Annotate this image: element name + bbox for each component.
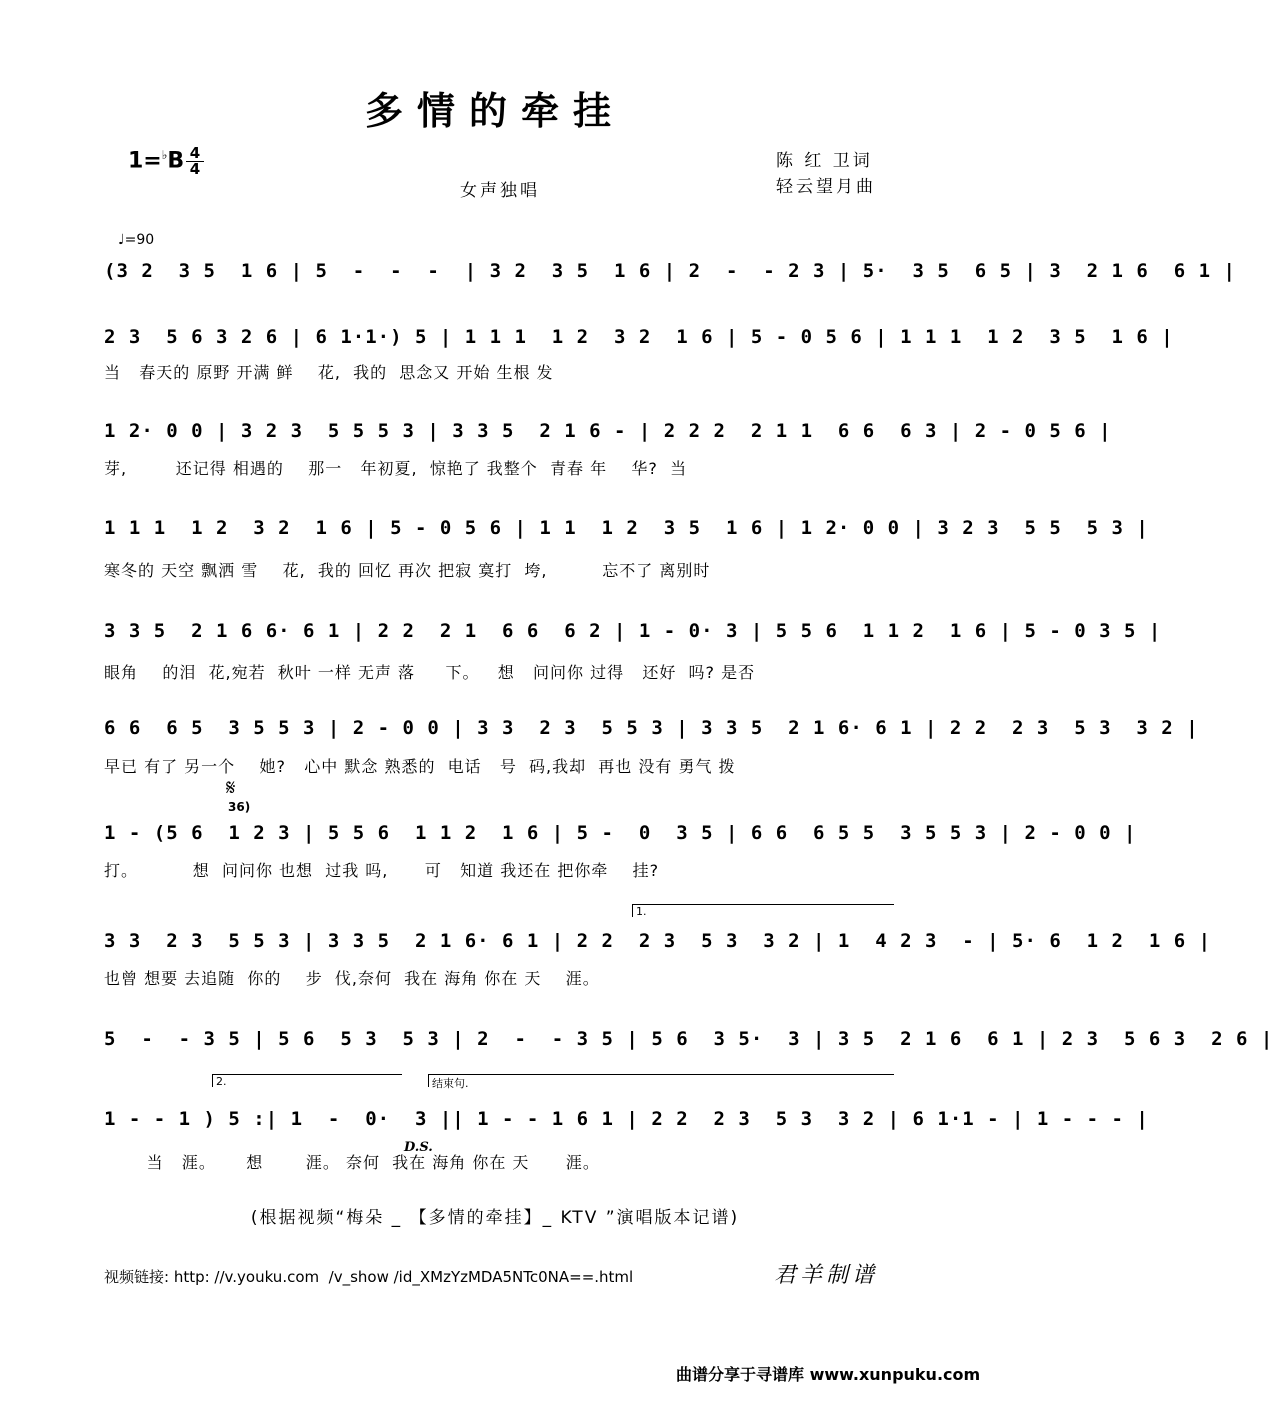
notation-line: 2 3 5 6 3 2 6 | 6 1·1·) 5 | 1 1 1 1 2 3 2 1 6 | 5 - 0 5 6 | 1 1 1 1 2 3 5 1 6 | [104, 326, 1174, 348]
score-system [104, 705, 1199, 751]
flat-sign: ♭ [161, 148, 168, 162]
dal-segno-mark: D.S. [404, 1140, 433, 1155]
lyric-line: 当 春天的 原野 开满 鲜 花, 我的 思念又 开始 生根 发 [104, 363, 554, 382]
ending-label: 结束句. [432, 1077, 469, 1090]
lyric-line: 寒冬的 天空 飘洒 雪 花, 我的 回忆 再次 把寂 寞打 垮, 忘不了 离别时 [104, 561, 711, 580]
score-system [104, 408, 1112, 454]
tempo-marking: ♩=90 [118, 232, 155, 248]
notation-line: 1 - (5 6 1 2 3 | 5 5 6 1 1 2 1 6 | 5 - 0 3 5 | 6 6 6 5 5 3 5 5 3 | 2 - 0 0 | [104, 822, 1137, 844]
time-sig-top: 4 [186, 146, 204, 162]
site-footer[interactable]: 曲谱分享于寻谱库 www.xunpuku.com [676, 1365, 981, 1384]
grace-notes: 36) [228, 800, 251, 814]
score-system [104, 248, 1236, 294]
notation-line: 1 - - 1 ) 5 :| 1 - 0· 3 || 1 - - 1 6 1 | 2 2 2 3 5 3 3 2 | 6 1·1 - | 1 - - - | [104, 1108, 1149, 1130]
lyric-line: 芽, 还记得 相遇的 那一 年初夏, 惊艳了 我整个 青春 年 华? 当 [104, 459, 688, 478]
score-system [104, 810, 1137, 856]
notation-line: 1 1 1 1 2 3 2 1 6 | 5 - 0 5 6 | 1 1 1 2 3 5 1 6 | 1 2· 0 0 | 3 2 3 5 5 5 3 | [104, 517, 1149, 539]
composer-credit: 轻云望月曲 [776, 177, 876, 197]
key-label: 1= [128, 148, 162, 174]
time-sig-bottom: 4 [189, 160, 201, 178]
ending-bracket [428, 1074, 894, 1090]
notation-line: 5 - - 3 5 | 5 6 5 3 5 3 | 2 - - 3 5 | 5 6 3 5· 3 | 3 5 2 1 6 6 1 | 2 3 5 6 3 2 6 | [104, 1028, 1273, 1050]
lyric-line: 也曾 想要 去追随 你的 步 伐,奈何 我在 海角 你在 天 涯。 [104, 969, 600, 988]
score-system [104, 1016, 1273, 1062]
score-system [104, 314, 1174, 360]
song-title: 多情的牵挂 [364, 88, 625, 133]
lyricist-credit: 陈 红 卫词 [776, 151, 873, 171]
lyric-line: 打。 想 问问你 也想 过我 吗, 可 知道 我还在 把你牵 挂? [104, 861, 660, 880]
notation-line: 3 3 2 3 5 5 3 | 3 3 5 2 1 6· 6 1 | 2 2 2 3 5 3 3 2 | 1 4 2 3 - | 5· 6 1 2 1 6 | [104, 930, 1212, 952]
score-system [104, 608, 1162, 654]
lyric-line: 早已 有了 另一个 她? 心中 默念 熟悉的 电话 号 码,我却 再也 没有 勇气 拨 [104, 757, 736, 776]
volta-1-label: 1. [636, 905, 647, 918]
volta-2-label: 2. [216, 1075, 227, 1088]
volta-bracket-1 [632, 904, 894, 917]
transcription-note: (根据视频“梅朵 _ 【多情的牵挂】_ KTV ”演唱版本记谱) [250, 1208, 740, 1228]
voice-type: 女声独唱 [460, 181, 540, 201]
score-system [104, 505, 1149, 551]
notation-line: 6 6 6 5 3 5 5 3 | 2 - 0 0 | 3 3 2 3 5 5 3 | 3 3 5 2 1 6· 6 1 | 2 2 2 3 5 3 3 2 | [104, 717, 1199, 739]
notation-line: (3 2 3 5 1 6 | 5 - - - | 3 2 3 5 1 6 | 2 - - 2 3 | 5· 3 5 6 5 | 3 2 1 6 6 1 | [104, 260, 1236, 282]
notation-line: 1 2· 0 0 | 3 2 3 5 5 5 3 | 3 3 5 2 1 6 - | 2 2 2 2 1 1 6 6 6 3 | 2 - 0 5 6 | [104, 420, 1112, 442]
time-signature [186, 146, 204, 177]
video-link[interactable]: 视频链接: http: //v.youku.com /v_show /id_XMzYzMDA5NTc0NA==.html [104, 1268, 634, 1286]
score-system [104, 918, 1212, 964]
lyric-line: 眼角 的泪 花,宛若 秋叶 一样 无声 落 下。 想 问问你 过得 还好 吗? 是否 [104, 663, 756, 682]
score-system [104, 1096, 1149, 1142]
key-note: B [167, 148, 185, 174]
arranger-logo: 君羊制谱 [774, 1263, 879, 1288]
segno-sign: 𝄋 [226, 776, 236, 801]
lyric-line: 当 涯。 想 涯。 奈何 我在 海角 你在 天 涯。 [104, 1153, 600, 1172]
notation-line: 3 3 5 2 1 6 6· 6 1 | 2 2 2 1 6 6 6 2 | 1 - 0· 3 | 5 5 6 1 1 2 1 6 | 5 - 0 3 5 | [104, 620, 1162, 642]
volta-bracket-2 [212, 1074, 402, 1087]
key-signature [128, 148, 184, 173]
